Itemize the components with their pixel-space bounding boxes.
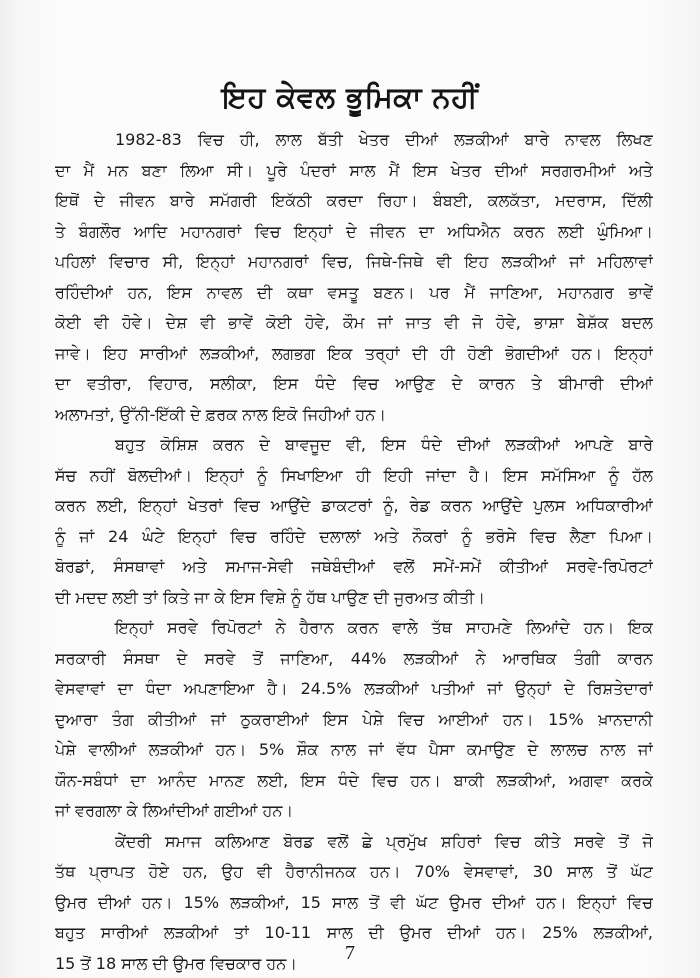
text-line: 15 ਤੋਂ 18 ਸਾਲ ਦੀ ਉਮਰ ਵਿਚਕਾਰ ਹਨ। — [55, 953, 298, 973]
paragraph — [55, 613, 653, 827]
text-line: ਉਮਰ ਦੀਆਂ ਹਨ। 15% ਲੜਕੀਆਂ, 15 ਸਾਲ ਤੋਂ ਵੀ ਘੱਟ ਉਮਰ ਦੀਆਂ ਹਨ। ਇਨ੍ਹਾਂ ਵਿਚ — [55, 892, 653, 912]
text-line: ਦਾ ਮੈਂ ਮਨ ਬਣਾ ਲਿਆ ਸੀ। ਪੂਰੇ ਪੰਦਰਾਂ ਸਾਲ ਮੈਂ ਇਸ ਖੇਤਰ ਦੀਆਂ ਸਰਗਰਮੀਆਂ ਅਤੇ — [55, 160, 653, 180]
text-line: ਬੋਰਡਾਂ, ਸੰਸਥਾਵਾਂ ਅਤੇ ਸਮਾਜ-ਸੇਵੀ ਜਥੇਬੰਦੀਆਂ ਵਲੋਂ ਸਮੇਂ-ਸਮੇਂ ਕੀਤੀਆਂ ਸਰਵੇ-ਰਿਪੋਰਟਾਂ — [55, 557, 653, 576]
text-line: ਇਨ੍ਹਾਂ ਸਰਵੇ ਰਿਪੋਰਟਾਂ ਨੇ ਹੈਰਾਨ ਕਰਨ ਵਾਲੇ ਤੱਥ ਸਾਹਮਣੇ ਲਿਆਂਦੇ ਹਨ। ਇਕ — [115, 618, 653, 637]
text-line: ਰਹਿੰਦੀਆਂ ਹਨ, ਇਸ ਨਾਵਲ ਦੀ ਕਥਾ ਵਸਤੂ ਬਣਨ। ਪਰ ਮੈਂ ਜਾਣਿਆ, ਮਹਾਨਗਰ ਭਾਵੇਂ — [55, 282, 653, 302]
paragraph — [55, 125, 653, 430]
text-line: ਕੋਈ ਵੀ ਹੋਵੇ। ਦੇਸ਼ ਵੀ ਭਾਵੇਂ ਕੋਈ ਹੋਵੇ, ਕੌਮ ਜਾਂ ਜਾਤ ਵੀ ਜੋ ਹੋਵੇ, ਭਾਸ਼ਾ ਬੇਸ਼ੱਕ ਬਦਲ — [55, 313, 653, 332]
text-line: 1982-83 ਵਿਚ ਹੀ, ਲਾਲ ਬੱਤੀ ਖੇਤਰ ਦੀਆਂ ਲੜਕੀਆਂ ਬਾਰੇ ਨਾਵਲ ਲਿਖਣ — [115, 130, 653, 149]
text-line: ਤੇ ਬੰਗਲੌਰ ਆਦਿ ਮਹਾਨਗਰਾਂ ਵਿਚ ਇਨ੍ਹਾਂ ਦੇ ਜੀਵਨ ਦਾ ਅਧਿਐਨ ਕਰਨ ਲਈ ਘੁੰਮਿਆ। — [55, 221, 653, 241]
text-line: ਜਾਵੇ। ਇਹ ਸਾਰੀਆਂ ਲੜਕੀਆਂ, ਲਗਭਗ ਇਕ ਤਰ੍ਹਾਂ ਦੀ ਹੀ ਹੋਣੀ ਭੋਗਦੀਆਂ ਹਨ। ਇਨ੍ਹਾਂ — [55, 343, 653, 363]
text-line: ਕਰਨ ਲਈ, ਇਨ੍ਹਾਂ ਖੇਤਰਾਂ ਵਿਚ ਆਉਂਦੇ ਡਾਕਟਰਾਂ ਨੂੰ, ਰੇਡ ਕਰਨ ਆਉਂਦੇ ਪੁਲਸ ਅਧਿਕਾਰੀਆਂ — [55, 496, 653, 515]
text-line: ਵੇਸਵਾਵਾਂ ਦਾ ਧੰਦਾ ਅਪਣਾਇਆ ਹੈ। 24.5% ਲੜਕੀਆਂ ਪਤੀਆਂ ਜਾਂ ਉਨ੍ਹਾਂ ਦੇ ਰਿਸ਼ਤੇਦਾਰਾਂ — [55, 679, 653, 698]
page-body — [55, 125, 653, 978]
text-line: ਤੱਥ ਪ੍ਰਾਪਤ ਹੋਏ ਹਨ, ਉਹ ਵੀ ਹੈਰਾਨੀਜਨਕ ਹਨ। 70% ਵੇਸਵਾਵਾਂ, 30 ਸਾਲ ਤੋਂ ਘੱਟ — [55, 862, 653, 881]
text-line: ਕੇਂਦਰੀ ਸਮਾਜ ਕਲਿਆਣ ਬੋਰਡ ਵਲੋਂ ਛੇ ਪ੍ਰਮੁੱਖ ਸ਼ਹਿਰਾਂ ਵਿਚ ਕੀਤੇ ਸਰਵੇ ਤੋਂ ਜੋ — [115, 831, 653, 851]
text-line: ਦੀ ਮਦਦ ਲਈ ਤਾਂ ਕਿਤੇ ਜਾ ਕੇ ਇਸ ਵਿਸ਼ੇ ਨੂੰ ਹੱਥ ਪਾਉਣ ਦੀ ਜੁਰਅਤ ਕੀਤੀ। — [55, 587, 485, 607]
text-line: ਪਹਿਲਾਂ ਵਿਚਾਰ ਸੀ, ਇਨ੍ਹਾਂ ਮਹਾਨਗਰਾਂ ਵਿਚ, ਜਿਥੇ-ਜਿਥੇ ਵੀ ਇਹ ਲੜਕੀਆਂ ਜਾਂ ਮਹਿਲਾਵਾਂ — [55, 252, 653, 271]
text-line: ਦਾ ਵਤੀਰਾ, ਵਿਹਾਰ, ਸਲੀਕਾ, ਇਸ ਧੰਦੇ ਵਿਚ ਆਉਣ ਦੇ ਕਾਰਨ ਤੇ ਬੀਮਾਰੀ ਦੀਆਂ — [55, 374, 653, 393]
text-line: ਬਹੁਤ ਕੋਸ਼ਿਸ਼ ਕਰਨ ਦੇ ਬਾਵਜੂਦ ਵੀ, ਇਸ ਧੰਦੇ ਦੀਆਂ ਲੜਕੀਆਂ ਆਪਣੇ ਬਾਰੇ — [115, 435, 653, 454]
paragraph — [55, 430, 653, 613]
text-line: ਦੁਆਰਾ ਤੰਗ ਕੀਤੀਆਂ ਜਾਂ ਠੁਕਰਾਈਆਂ ਇਸ ਪੇਸ਼ੇ ਵਿਚ ਆਈਆਂ ਹਨ। 15% ਖ਼ਾਨਦਾਨੀ — [55, 709, 653, 729]
text-line: ਜਾਂ ਵਰਗਲਾ ਕੇ ਲਿਆਂਦੀਆਂ ਗਈਆਂ ਹਨ। — [55, 801, 294, 820]
text-line: ਇਥੋਂ ਦੇ ਜੀਵਨ ਬਾਰੇ ਸਮੱਗਰੀ ਇਕੱਠੀ ਕਰਦਾ ਰਿਹਾ। ਬੰਬਈ, ਕਲਕੱਤਾ, ਮਦਰਾਸ, ਦਿੱਲੀ — [55, 191, 653, 210]
text-line: ਸੱਚ ਨਹੀਂ ਬੋਲਦੀਆਂ। ਇਨ੍ਹਾਂ ਨੂੰ ਸਿਖਾਇਆ ਹੀ ਇਹੀ ਜਾਂਦਾ ਹੈ। ਇਸ ਸਮੱਸਿਆ ਨੂੰ ਹੱਲ — [55, 465, 653, 485]
page-title: ਇਹ ਕੇਵਲ ਭੂਮਿਕਾ ਨਹੀਂ — [221, 80, 479, 115]
text-line: ਅਲਾਮਤਾਂ, ਉੱਨੀ-ਇੱਕੀ ਦੇ ਫ਼ਰਕ ਨਾਲ ਇਕੋ ਜਿਹੀਆਂ ਹਨ। — [55, 404, 386, 424]
text-line: ਪੇਸ਼ੇ ਵਾਲੀਆਂ ਲੜਕੀਆਂ ਹਨ। 5% ਸ਼ੌਕ ਨਾਲ ਜਾਂ ਵੱਧ ਪੈਸਾ ਕਮਾਉਣ ਦੇ ਲਾਲਚ ਨਾਲ ਜਾਂ — [55, 740, 653, 759]
text-line: ਨੂੰ ਜਾਂ 24 ਘੰਟੇ ਇਨ੍ਹਾਂ ਵਿਚ ਰਹਿੰਦੇ ਦਲਾਲਾਂ ਅਤੇ ਨੌਕਰਾਂ ਨੂੰ ਭਰੋਸੇ ਵਿਚ ਲੈਣਾ ਪਿਆ। — [55, 526, 653, 546]
page-number: 7 — [345, 942, 355, 964]
text-line: ਸਰਕਾਰੀ ਸੰਸਥਾ ਦੇ ਸਰਵੇ ਤੋਂ ਜਾਣਿਆ, 44% ਲੜਕੀਆਂ ਨੇ ਆਰਥਿਕ ਤੰਗੀ ਕਾਰਨ — [55, 648, 653, 668]
text-line: ਯੌਨ-ਸਬੰਧਾਂ ਦਾ ਆਨੰਦ ਮਾਨਣ ਲਈ, ਇਸ ਧੰਦੇ ਵਿਚ ਹਨ। ਬਾਕੀ ਲੜਕੀਆਂ, ਅਗਵਾ ਕਰਕੇ — [55, 770, 653, 790]
text-line: ਬਹੁਤ ਸਾਰੀਆਂ ਲੜਕੀਆਂ ਤਾਂ 10-11 ਸਾਲ ਦੀ ਉਮਰ ਦੀਆਂ ਹਨ। 25% ਲੜਕੀਆਂ, — [55, 923, 653, 942]
